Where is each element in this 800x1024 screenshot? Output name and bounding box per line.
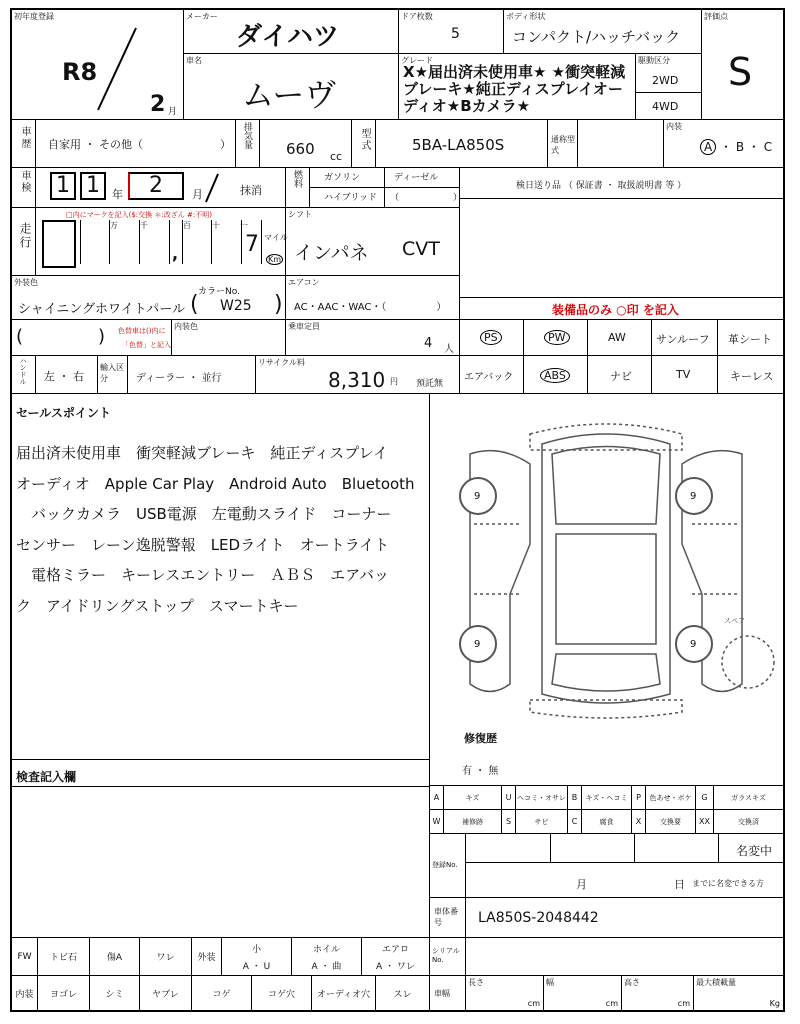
recycle-unit: 円 bbox=[390, 377, 398, 386]
reg-no-v1 bbox=[550, 834, 551, 862]
serial-label: シリアルNo. bbox=[432, 947, 460, 964]
color-change-paren-open: ( bbox=[16, 326, 24, 347]
displacement-label: 排気量 bbox=[242, 122, 252, 149]
option-navi bbox=[588, 356, 652, 394]
registration-month-unit: 月 bbox=[168, 107, 178, 117]
reg-no-month: 月 bbox=[576, 878, 587, 891]
registration-month: 2 bbox=[150, 92, 166, 117]
inspection-notes-body bbox=[12, 786, 430, 938]
car-windshield bbox=[552, 447, 660, 525]
mileage-digit-1 bbox=[80, 220, 110, 264]
legend-cell: 交換要 bbox=[646, 810, 696, 834]
bottom-cell-tobi bbox=[38, 938, 90, 976]
mileage-sen: 千 bbox=[140, 221, 148, 230]
certified-label-cell bbox=[548, 120, 578, 168]
legend-cell: キズ bbox=[444, 786, 502, 810]
bottom-cell-ware bbox=[140, 938, 192, 976]
option-tv bbox=[652, 356, 718, 394]
dim-length-label: 長さ bbox=[468, 978, 484, 987]
color-change-paren-close: ) bbox=[98, 326, 106, 347]
displacement-cell bbox=[260, 120, 352, 168]
tire-mark-rl: 9 bbox=[474, 639, 481, 650]
accessories-label: 検日送り品 （ 保証書 ・ 取扱説明書 等 ） bbox=[516, 181, 687, 191]
mileage-note: □内にマークを記入($:交換 ＊:改ざん #:不明) bbox=[66, 211, 212, 219]
inspection-year-digit-2: 1 bbox=[80, 172, 106, 200]
legend-cell: G bbox=[696, 786, 714, 810]
legend-cell: B bbox=[568, 786, 582, 810]
spare-tire bbox=[722, 636, 774, 688]
chassis-label-cell bbox=[430, 898, 466, 938]
shift-label: シフト bbox=[288, 210, 312, 219]
bottom-label-small: 小 bbox=[251, 944, 261, 955]
bottom-label-koge: コゲ bbox=[212, 989, 231, 1000]
bottom-cell-shimi bbox=[90, 976, 140, 1010]
import-label-cell bbox=[98, 356, 128, 394]
option-pw bbox=[524, 320, 588, 356]
dim-height-label: 高さ bbox=[624, 978, 640, 987]
legend-cell: W bbox=[430, 810, 444, 834]
grade-value: X★届出済未使用車★ ★衝突軽減ブレーキ★純正ディスプレイオーディオ★Bカメラ★ bbox=[403, 63, 626, 115]
bottom-cell-gaiso bbox=[192, 938, 222, 976]
interior-grade-a: A bbox=[700, 139, 716, 155]
option-sunroof bbox=[652, 320, 718, 356]
dim-width-label: 幅 bbox=[546, 978, 554, 987]
drive-4wd: 4WD bbox=[652, 100, 679, 113]
inspection-year-unit: 年 bbox=[112, 188, 123, 201]
exterior-color-cell bbox=[12, 276, 286, 320]
car-diagram bbox=[430, 394, 783, 724]
auction-sheet bbox=[10, 8, 785, 1012]
rating-cell bbox=[702, 10, 783, 120]
sales-point-line-1: 届出済未使用車 衝突軽減ブレーキ 純正ディスプレイ bbox=[16, 444, 388, 462]
bottom-label-yabure: ヤブレ bbox=[152, 989, 179, 1000]
reg-no-v2 bbox=[634, 834, 635, 862]
capacity-cell bbox=[286, 320, 460, 356]
chassis-cell bbox=[466, 898, 783, 938]
legend-cell: A bbox=[430, 786, 444, 810]
sales-point-line-5: 電格ミラー キーレスエントリー ＡＢＳ エアバッ bbox=[16, 566, 390, 584]
import-value: ディーラー ・ 並行 bbox=[136, 373, 222, 384]
doors-value: 5 bbox=[451, 26, 460, 42]
bottom-cell-naiso bbox=[12, 976, 38, 1010]
mileage-hyaku: 百 bbox=[183, 221, 191, 230]
legend-cell: XX bbox=[696, 810, 714, 834]
option-leather bbox=[718, 320, 783, 356]
car-diagram-cell bbox=[430, 394, 783, 786]
mileage-digit-ichi bbox=[240, 220, 262, 264]
spare-label: スペア bbox=[724, 617, 745, 625]
import-label: 輸入区分 bbox=[100, 363, 124, 383]
registration-label: 初年度登録 bbox=[14, 12, 54, 21]
bottom-label-ware: ワレ bbox=[156, 953, 175, 963]
option-tv-label: TV bbox=[676, 368, 691, 381]
rating-value: S bbox=[728, 50, 753, 94]
color-no-open: ( bbox=[190, 292, 199, 317]
recycle-deposit: 預託無 bbox=[416, 379, 444, 389]
bottom-value-wheel: A ・ 曲 bbox=[311, 961, 342, 972]
capacity-value: 4 bbox=[424, 336, 433, 351]
body-type-value: コンパクト/ハッチバック bbox=[512, 28, 681, 46]
color-change-note-1: 色替車は()内に bbox=[118, 327, 166, 335]
legend-cell: C bbox=[568, 810, 582, 834]
option-leather-label: 革シート bbox=[728, 333, 772, 346]
model-label: 型式 bbox=[359, 128, 370, 152]
model-value: 5BA-LA850S bbox=[412, 136, 505, 154]
aircon-cell bbox=[286, 276, 460, 320]
history-label: 車歴 bbox=[19, 126, 30, 150]
option-airbag-label: エアバック bbox=[464, 372, 514, 383]
legend-cell: ガラスキズ bbox=[714, 786, 783, 810]
dim-length bbox=[466, 976, 544, 1010]
dim-load-unit: Kg bbox=[769, 999, 780, 1008]
bottom-cell-audio bbox=[312, 976, 376, 1010]
reg-no-v3 bbox=[718, 834, 719, 862]
drive-divider bbox=[636, 92, 702, 93]
handle-cell bbox=[36, 356, 98, 394]
car-name-label: 車名 bbox=[186, 56, 202, 65]
fuel-hybrid: ハイブリッド bbox=[324, 193, 378, 203]
mileage-label-cell bbox=[12, 208, 36, 276]
accessories-cell bbox=[460, 168, 783, 298]
body-type-label: ボディ形状 bbox=[506, 12, 546, 21]
grade-cell bbox=[399, 54, 636, 120]
fuel-gas: ガソリン bbox=[324, 173, 361, 183]
bottom-label-shimi: シミ bbox=[105, 989, 124, 1000]
exterior-color-value: シャイニングホワイトパール bbox=[18, 302, 186, 317]
car-right-doors bbox=[692, 524, 738, 594]
slash-mark bbox=[92, 24, 142, 114]
dims-label: 車幅 bbox=[434, 989, 450, 998]
fuel-label: 燃料 bbox=[292, 170, 302, 188]
aircon-value: AC・AAC・WAC・（ ） bbox=[294, 302, 447, 313]
bottom-label-fw: FW bbox=[17, 951, 32, 962]
bottom-cell-sure bbox=[376, 976, 430, 1010]
serial-label-cell bbox=[430, 938, 466, 976]
legend-cell: P bbox=[632, 786, 646, 810]
mileage-value: 7 bbox=[245, 232, 259, 257]
model-cell bbox=[376, 120, 548, 168]
dim-load-label: 最大積載量 bbox=[696, 978, 736, 987]
option-abs-label: ABS bbox=[540, 368, 570, 383]
inspection-slash bbox=[202, 172, 222, 204]
reg-no-label-cell bbox=[430, 834, 466, 898]
displacement-value: 660 bbox=[286, 140, 315, 158]
mileage-digit-sen bbox=[140, 220, 170, 264]
mileage-mark-box bbox=[42, 220, 76, 268]
dim-width bbox=[544, 976, 622, 1010]
bottom-cell-yabure bbox=[140, 976, 192, 1010]
interior-color-cell bbox=[172, 320, 286, 356]
model-label-cell bbox=[352, 120, 376, 168]
option-navi-label: ナビ bbox=[610, 370, 632, 383]
color-no-close: ) bbox=[274, 292, 283, 317]
shift-cell bbox=[286, 208, 460, 276]
bottom-cell-yogore bbox=[38, 976, 90, 1010]
reg-no-label: 登録No. bbox=[432, 861, 458, 869]
repair-value: 有 ・ 無 bbox=[462, 766, 499, 777]
legend-cell: U bbox=[502, 786, 516, 810]
bottom-label-wheel: ホイル bbox=[312, 944, 340, 955]
bottom-cell-fw bbox=[12, 938, 38, 976]
repair-label: 修復歴 bbox=[464, 732, 497, 745]
dim-load bbox=[694, 976, 783, 1010]
dims-label-cell bbox=[430, 976, 466, 1010]
body-type-cell bbox=[504, 10, 702, 54]
fuel-label-cell bbox=[286, 168, 310, 208]
inspection-cell bbox=[36, 168, 286, 208]
sales-point-line-2: オーディオ Apple Car Play Android Auto Bluetooth bbox=[16, 474, 415, 493]
sales-points-label: セールスポイント bbox=[16, 406, 111, 420]
option-aw-label: AW bbox=[608, 331, 626, 344]
car-roof bbox=[556, 534, 656, 644]
legend-cell: 腐食 bbox=[582, 810, 632, 834]
dim-height-unit: cm bbox=[677, 999, 690, 1008]
drive-cell bbox=[636, 54, 702, 120]
aircon-label: エアコン bbox=[288, 278, 320, 287]
legend-cell: サビ bbox=[516, 810, 568, 834]
bottom-label-yogore: ヨゴレ bbox=[49, 989, 77, 1000]
reg-no-cell bbox=[466, 834, 783, 898]
mileage-comma: , bbox=[172, 244, 179, 263]
import-cell bbox=[128, 356, 256, 394]
inspection-label: 車検 bbox=[19, 170, 30, 194]
interior-grade-label: 内装 bbox=[666, 122, 682, 131]
car-left-doors bbox=[474, 524, 520, 594]
shift-type: インパネ bbox=[294, 242, 369, 264]
option-abs bbox=[524, 356, 588, 394]
car-rear-window bbox=[552, 654, 660, 691]
sales-point-line-4: センサー レーン逸脱警報 LEDライト オートライト bbox=[16, 535, 390, 554]
displacement-unit: cc bbox=[330, 150, 343, 163]
sales-point-line-6: ク アイドリングストップ スマートキー bbox=[16, 596, 299, 615]
interior-color-label: 内装色 bbox=[174, 322, 198, 331]
fuel-divider bbox=[310, 187, 460, 188]
reg-no-day: 日 bbox=[674, 878, 685, 891]
sales-points-text bbox=[16, 438, 415, 621]
certified-cell bbox=[578, 120, 664, 168]
mileage-digit-ju bbox=[212, 220, 242, 264]
inspection-year-digit-1: 1 bbox=[50, 172, 76, 200]
inspection-notes-label: 検査記入欄 bbox=[16, 770, 77, 784]
interior-grade-rest: ・ B ・ C bbox=[720, 140, 773, 154]
mileage-ichi: 一 bbox=[240, 221, 248, 230]
name-change: 名変中 bbox=[736, 844, 773, 858]
inspection-cancel: 抹消 bbox=[240, 184, 262, 197]
option-aw bbox=[588, 320, 652, 356]
mileage-digit-hyaku bbox=[182, 220, 212, 264]
color-no-value: W25 bbox=[220, 298, 252, 314]
chassis-label: 車体番号 bbox=[434, 907, 458, 927]
history-cell bbox=[36, 120, 236, 168]
serial-cell bbox=[466, 938, 783, 976]
option-keyless-label: キーレス bbox=[730, 370, 774, 383]
bottom-cell-kizu bbox=[90, 938, 140, 976]
dim-width-unit: cm bbox=[605, 999, 618, 1008]
bottom-cell-wheel bbox=[292, 938, 362, 976]
inspection-month: 2 bbox=[128, 172, 184, 200]
legend-cell: 補修跡 bbox=[444, 810, 502, 834]
recycle-cell bbox=[256, 356, 460, 394]
option-ps bbox=[460, 320, 524, 356]
recycle-value: 8,310 bbox=[328, 368, 386, 392]
registration-cell bbox=[12, 10, 184, 120]
sales-point-line-3: バックカメラ USB電源 左電動スライド コーナー bbox=[16, 505, 392, 523]
car-name-value: ムーヴ bbox=[242, 76, 337, 114]
bottom-label-kizu: 傷A bbox=[106, 953, 123, 963]
dim-length-unit: cm bbox=[527, 999, 540, 1008]
tire-mark-rr: 9 bbox=[690, 639, 697, 650]
legend-cell: キズ・ヘコミ bbox=[582, 786, 632, 810]
mileage-unit-km: Km bbox=[268, 255, 282, 264]
sales-points-cell bbox=[12, 394, 430, 760]
interior-grade-cell bbox=[664, 120, 783, 168]
history-value: 自家用 ・ その他（ ） bbox=[48, 138, 231, 151]
reg-no-deadline: までに名変できる方 bbox=[692, 879, 764, 888]
option-ps-label: PS bbox=[480, 330, 502, 345]
mileage-man: 万 bbox=[110, 221, 118, 230]
option-airbag bbox=[460, 356, 524, 394]
inspection-label-cell bbox=[12, 168, 36, 208]
grade-label: グレード bbox=[401, 56, 433, 65]
car-top-outline bbox=[542, 434, 670, 703]
color-change-note-2: 「色替」と記入 bbox=[122, 341, 171, 349]
capacity-unit: 人 bbox=[444, 344, 454, 355]
car-name-cell bbox=[184, 54, 399, 120]
bottom-value-aero: A ・ ワレ bbox=[376, 961, 415, 972]
fuel-cell bbox=[310, 168, 463, 208]
legend-cell: ヘコミ・オサレ bbox=[516, 786, 568, 810]
option-sunroof-label: サンルーフ bbox=[656, 333, 710, 346]
bottom-label-gaiso: 外装 bbox=[197, 953, 216, 963]
inspection-notes-header bbox=[12, 760, 430, 786]
tire-mark-fl: 9 bbox=[474, 491, 481, 502]
drive-label: 駆動区分 bbox=[638, 56, 670, 65]
legend-cell: X bbox=[632, 810, 646, 834]
handle-label: ハンドル bbox=[19, 357, 27, 385]
equipment-header-cell bbox=[460, 298, 783, 320]
damage-legend bbox=[430, 786, 783, 834]
bottom-cell-aero bbox=[362, 938, 430, 976]
bottom-label-naiso: 内装 bbox=[15, 989, 34, 1000]
shift-trans: CVT bbox=[402, 238, 440, 260]
mileage-cell bbox=[36, 208, 286, 276]
option-keyless bbox=[718, 356, 783, 394]
doors-cell bbox=[399, 10, 504, 54]
dim-height bbox=[622, 976, 694, 1010]
bottom-label-audio: オーディオ穴 bbox=[316, 989, 371, 1000]
drive-2wd: 2WD bbox=[652, 74, 679, 87]
handle-label-cell bbox=[12, 356, 36, 394]
handle-value: 左 ・ 右 bbox=[44, 370, 84, 383]
maker-cell bbox=[184, 10, 399, 54]
tire-mark-fr: 9 bbox=[690, 491, 697, 502]
reg-no-divider bbox=[466, 862, 783, 863]
chassis-value: LA850S-2048442 bbox=[478, 910, 599, 926]
mileage-unit-mile: マイル bbox=[264, 233, 288, 242]
mileage-ju: 十 bbox=[212, 221, 220, 230]
fuel-other: （ ） bbox=[390, 193, 463, 203]
certified-label: 通称型式 bbox=[551, 135, 575, 155]
registration-year: R8 bbox=[62, 58, 98, 86]
bottom-value-small: A ・ U bbox=[242, 961, 271, 972]
inspection-month-unit: 月 bbox=[192, 188, 203, 201]
maker-label: メーカー bbox=[186, 12, 218, 21]
recycle-label: リサイクル料 bbox=[258, 358, 305, 367]
capacity-label: 乗車定員 bbox=[288, 322, 320, 331]
accessories-divider bbox=[460, 198, 783, 199]
displacement-label-cell bbox=[236, 120, 260, 168]
bottom-cell-kogeana bbox=[252, 976, 312, 1010]
equipment-header: 装備品のみ ○印 を記入 bbox=[552, 303, 679, 317]
legend-cell: S bbox=[502, 810, 516, 834]
bottom-cell-small bbox=[222, 938, 292, 976]
rating-label: 評価点 bbox=[704, 12, 728, 21]
legend-cell: 交換済 bbox=[714, 810, 783, 834]
bottom-label-tobi: トビ石 bbox=[49, 953, 77, 963]
legend-cell: 色あせ・ボケ bbox=[646, 786, 696, 810]
bottom-cell-koge bbox=[192, 976, 252, 1010]
color-change-cell bbox=[12, 320, 172, 356]
bottom-label-kogeana: コゲ穴 bbox=[267, 989, 295, 1000]
color-no-label: カラーNo. bbox=[198, 287, 240, 297]
doors-label: ドア枚数 bbox=[401, 12, 433, 21]
fuel-vdivider bbox=[384, 168, 385, 208]
mileage-label: 走行 bbox=[18, 222, 32, 250]
bottom-label-aero: エアロ bbox=[381, 944, 409, 955]
maker-value: ダイハツ bbox=[236, 22, 339, 52]
fuel-diesel: ディーゼル bbox=[394, 173, 439, 183]
mileage-digit-man bbox=[110, 220, 140, 264]
exterior-color-label: 外装色 bbox=[14, 278, 38, 287]
history-label-cell bbox=[12, 120, 36, 168]
bottom-label-sure: スレ bbox=[393, 989, 412, 1000]
interior-grade-value bbox=[700, 138, 772, 155]
option-pw-label: PW bbox=[544, 330, 570, 345]
